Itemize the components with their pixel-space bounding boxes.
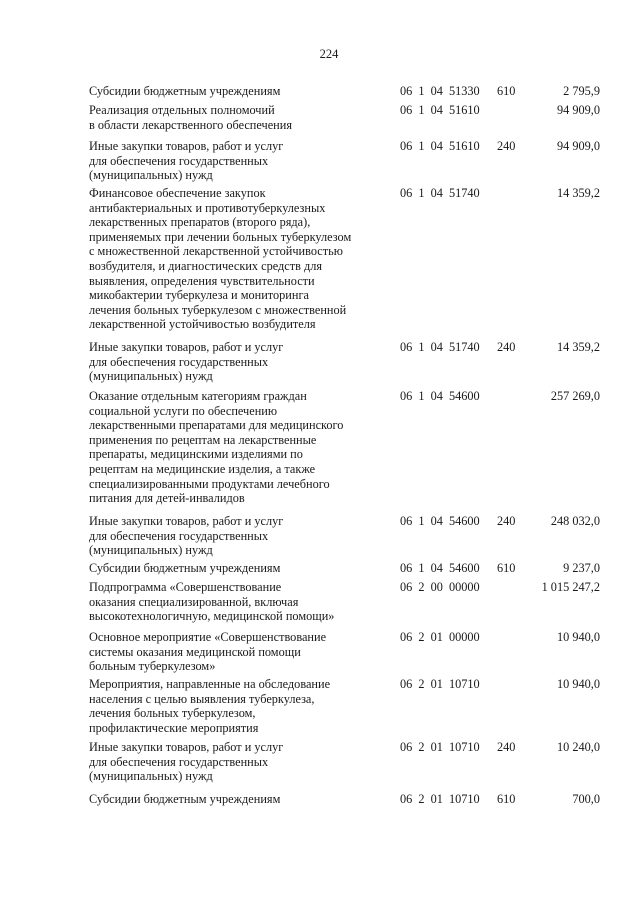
row-amount: 2 795,9 <box>563 84 600 98</box>
row-amount: 14 359,2 <box>556 186 600 200</box>
row-expense-type: 240 <box>497 514 516 528</box>
row-amount: 248 032,0 <box>550 514 600 528</box>
row-amount: 94 909,0 <box>556 139 600 153</box>
row-code: 06 1 04 54600 <box>400 561 480 575</box>
row-name: Иные закупки товаров, работ и услуг для обеспечения государственных (муниципальных) нужд <box>89 139 284 183</box>
row-name: Иные закупки товаров, работ и услуг для обеспечения государственных (муниципальных) нужд <box>89 740 284 784</box>
row-expense-type: 610 <box>497 792 516 806</box>
row-name: Реализация отдельных полномочий в области лекарственного обеспечения <box>89 103 293 132</box>
row-name: Субсидии бюджетным учреждениям <box>89 792 281 806</box>
row-amount: 10 940,0 <box>556 630 600 644</box>
row-name: Иные закупки товаров, работ и услуг для обеспечения государственных (муниципальных) нужд <box>89 514 284 558</box>
row-expense-type: 610 <box>497 561 516 575</box>
row-amount: 10 940,0 <box>556 677 600 691</box>
row-code: 06 1 04 54600 <box>400 514 480 528</box>
row-amount: 10 240,0 <box>556 740 600 754</box>
row-name: Основное мероприятие «Совершенствование системы оказания медицинской помощи больным туберкулезом» <box>89 630 327 674</box>
row-code: 06 1 04 51740 <box>400 340 480 354</box>
row-amount: 94 909,0 <box>556 103 600 117</box>
row-amount: 14 359,2 <box>556 340 600 354</box>
row-code: 06 2 01 10710 <box>400 792 480 806</box>
row-name: Оказание отдельным категориям граждан социальной услуги по обеспечению лекарственными препаратами для медицинского применения по рецептам на лекарственные препараты, медицинскими изделиями по рецептам на медицинские изделия, а также специализированными продуктами лечебного питания для детей-инвалидов <box>89 389 344 506</box>
row-name: Подпрограмма «Совершенствование оказания специализированной, включая высокотехнологичную, медицинской помощи» <box>89 580 335 624</box>
page-number: 224 <box>319 47 339 61</box>
row-amount: 257 269,0 <box>550 389 600 403</box>
row-code: 06 2 01 00000 <box>400 630 480 644</box>
row-expense-type: 610 <box>497 84 516 98</box>
row-name: Мероприятия, направленные на обследование населения с целью выявления туберкулеза, лечения больных туберкулезом, профилактические мероприятия <box>89 677 331 735</box>
row-name: Иные закупки товаров, работ и услуг для обеспечения государственных (муниципальных) нужд <box>89 340 284 384</box>
row-amount: 1 015 247,2 <box>541 580 600 594</box>
row-code: 06 1 04 51330 <box>400 84 480 98</box>
row-name: Субсидии бюджетным учреждениям <box>89 561 281 575</box>
row-expense-type: 240 <box>497 139 516 153</box>
row-expense-type: 240 <box>497 740 516 754</box>
row-code: 06 2 01 10710 <box>400 740 480 754</box>
row-code: 06 1 04 51610 <box>400 139 480 153</box>
row-name: Субсидии бюджетным учреждениям <box>89 84 281 98</box>
row-code: 06 2 00 00000 <box>400 580 480 594</box>
row-name: Финансовое обеспечение закупок антибактериальных и противотуберкулезных лекарственных препаратов (второго ряда), применяемых при лечении больных туберкулезом с множественной лекарственной устойчивостью возбудителя, и диагностических средств для выявления, определения чувствительности микобактерии туберкулеза и мониторинга лечения больных туберкулезом с множественной лекарственной устойчивостью возбудителя <box>89 186 352 332</box>
row-amount: 700,0 <box>572 792 600 806</box>
row-code: 06 2 01 10710 <box>400 677 480 691</box>
row-amount: 9 237,0 <box>563 561 600 575</box>
row-code: 06 1 04 51740 <box>400 186 480 200</box>
row-code: 06 1 04 51610 <box>400 103 480 117</box>
row-code: 06 1 04 54600 <box>400 389 480 403</box>
row-expense-type: 240 <box>497 340 516 354</box>
